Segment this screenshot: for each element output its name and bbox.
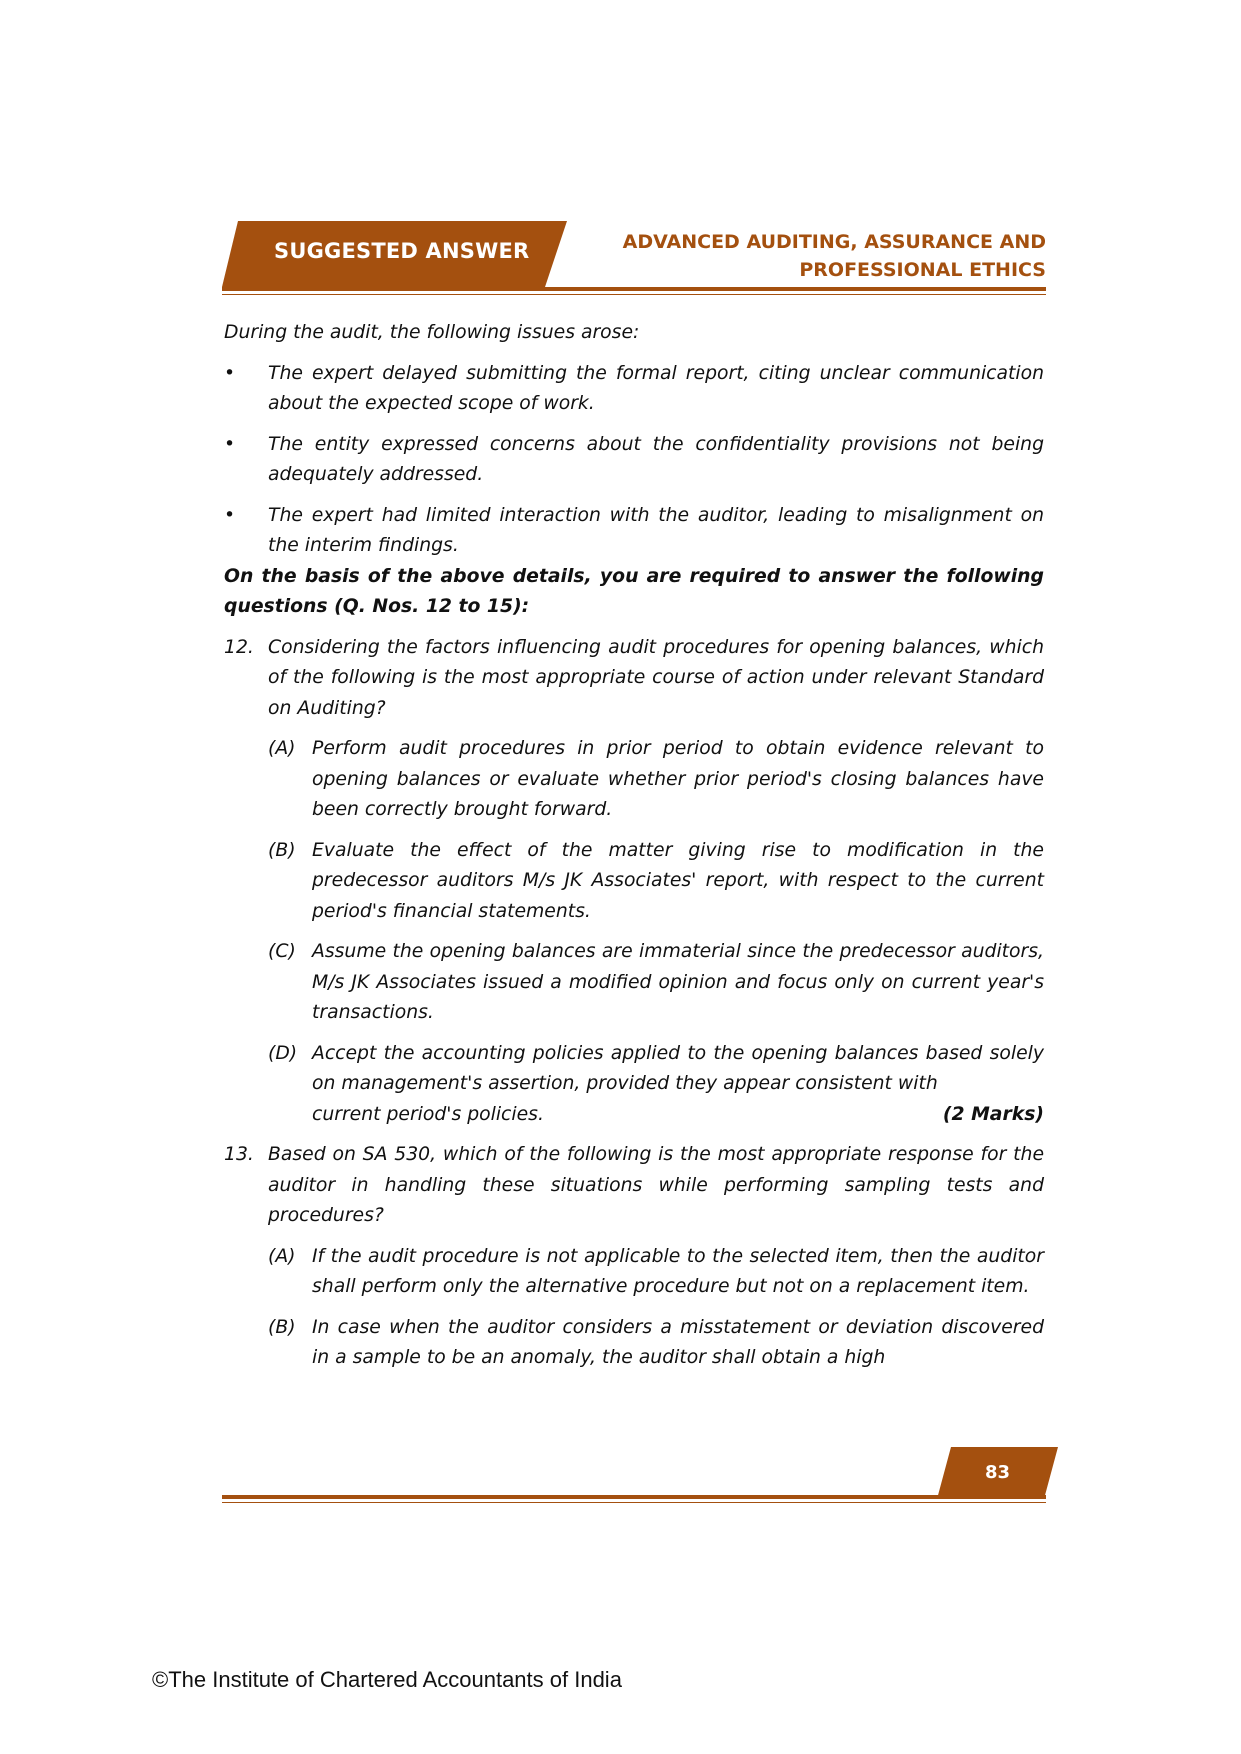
bullet-item — [224, 359, 1044, 420]
question-12 — [224, 633, 1044, 725]
option-label: (B) — [268, 839, 296, 861]
option-item — [268, 1313, 1044, 1374]
bullet-icon: • — [224, 362, 236, 384]
option-label: (A) — [268, 738, 296, 759]
footer-rule-thick — [222, 1495, 1046, 1499]
bullet-item — [224, 501, 1044, 562]
header-title — [623, 228, 1046, 284]
option-text: Assume the opening balances are immaterial since the predecessor auditors, M/s JK Associates issued a modified opinion and focus only on current year's transactions. — [312, 941, 1044, 1023]
question-number: 12. — [224, 636, 254, 658]
page-number: 83 — [984, 1462, 1011, 1483]
bullet-icon: • — [224, 433, 236, 455]
option-text: In case when the auditor considers a misstatement or deviation discovered in a sample to be an anomaly, the auditor shall obtain a high — [312, 1316, 1044, 1368]
option-text: Accept the accounting policies applied to the opening balances based solely on management's assertion, provided they appear consistent with — [312, 1042, 1044, 1094]
bullet-text: The expert had limited interaction with the auditor, leading to misalignment on the interim findings. — [268, 504, 1044, 556]
bullet-item — [224, 430, 1044, 491]
option-label: (C) — [268, 941, 296, 962]
option-label: (B) — [268, 1316, 296, 1338]
header-tab-label: SUGGESTED ANSWER — [274, 239, 530, 263]
marks-label: (2 Marks) — [942, 1103, 1044, 1125]
option-text: If the audit procedure is not applicable to the selected item, then the auditor shall perform only the alternative procedure but not on a replacement item. — [312, 1245, 1044, 1297]
question-text: Based on SA 530, which of the following is the most appropriate response for the auditor in handling these situations while performing sampling tests and procedures? — [268, 1144, 1044, 1226]
bullet-text: The expert delayed submitting the formal report, citing unclear communication about the expected scope of work. — [268, 362, 1044, 414]
option-item — [268, 1242, 1044, 1303]
intro-paragraph: During the audit, the following issues arose: — [224, 322, 640, 343]
option-text: Perform audit procedures in prior period to obtain evidence relevant to opening balances or evaluate whether prior period's closing balances have been correctly brought forward. — [312, 738, 1044, 820]
option-text-wrap — [312, 1039, 1044, 1131]
instruction-text: On the basis of the above details, you are required to answer the following questions (Q. Nos. 12 to 15): — [224, 565, 1044, 617]
option-label: (A) — [268, 1245, 296, 1267]
option-item — [268, 937, 1044, 1029]
option-label: (D) — [268, 1042, 298, 1064]
main-content — [224, 318, 1044, 1374]
option-text-end: current period's policies. — [312, 1103, 544, 1125]
header-title-line1: ADVANCED AUDITING, ASSURANCE AND — [622, 231, 1046, 253]
header-rule-thin — [222, 294, 1046, 295]
option-item — [268, 1039, 1044, 1131]
question-13 — [224, 1140, 1044, 1232]
footer-rule-thin — [222, 1502, 1046, 1503]
option-item — [268, 836, 1044, 928]
bullet-icon: • — [224, 504, 236, 526]
question-text: Considering the factors influencing audit procedures for opening balances, which of the following is the most appropriate course of action under relevant Standard on Auditing? — [268, 636, 1044, 719]
question-number: 13. — [224, 1144, 254, 1165]
copyright-footer: ©The Institute of Chartered Accountants of India — [152, 1667, 622, 1692]
header-rule-thick — [222, 287, 1046, 291]
option-last-line — [312, 1100, 1044, 1131]
header-title-line2: PROFESSIONAL ETHICS — [799, 259, 1046, 281]
bullet-text: The entity expressed concerns about the confidentiality provisions not being adequately addressed. — [268, 433, 1044, 485]
option-item — [268, 734, 1044, 826]
option-text: Evaluate the effect of the matter giving rise to modification in the predecessor auditors M/s JK Associates' report, with respect to the current period's financial statements. — [312, 839, 1044, 922]
